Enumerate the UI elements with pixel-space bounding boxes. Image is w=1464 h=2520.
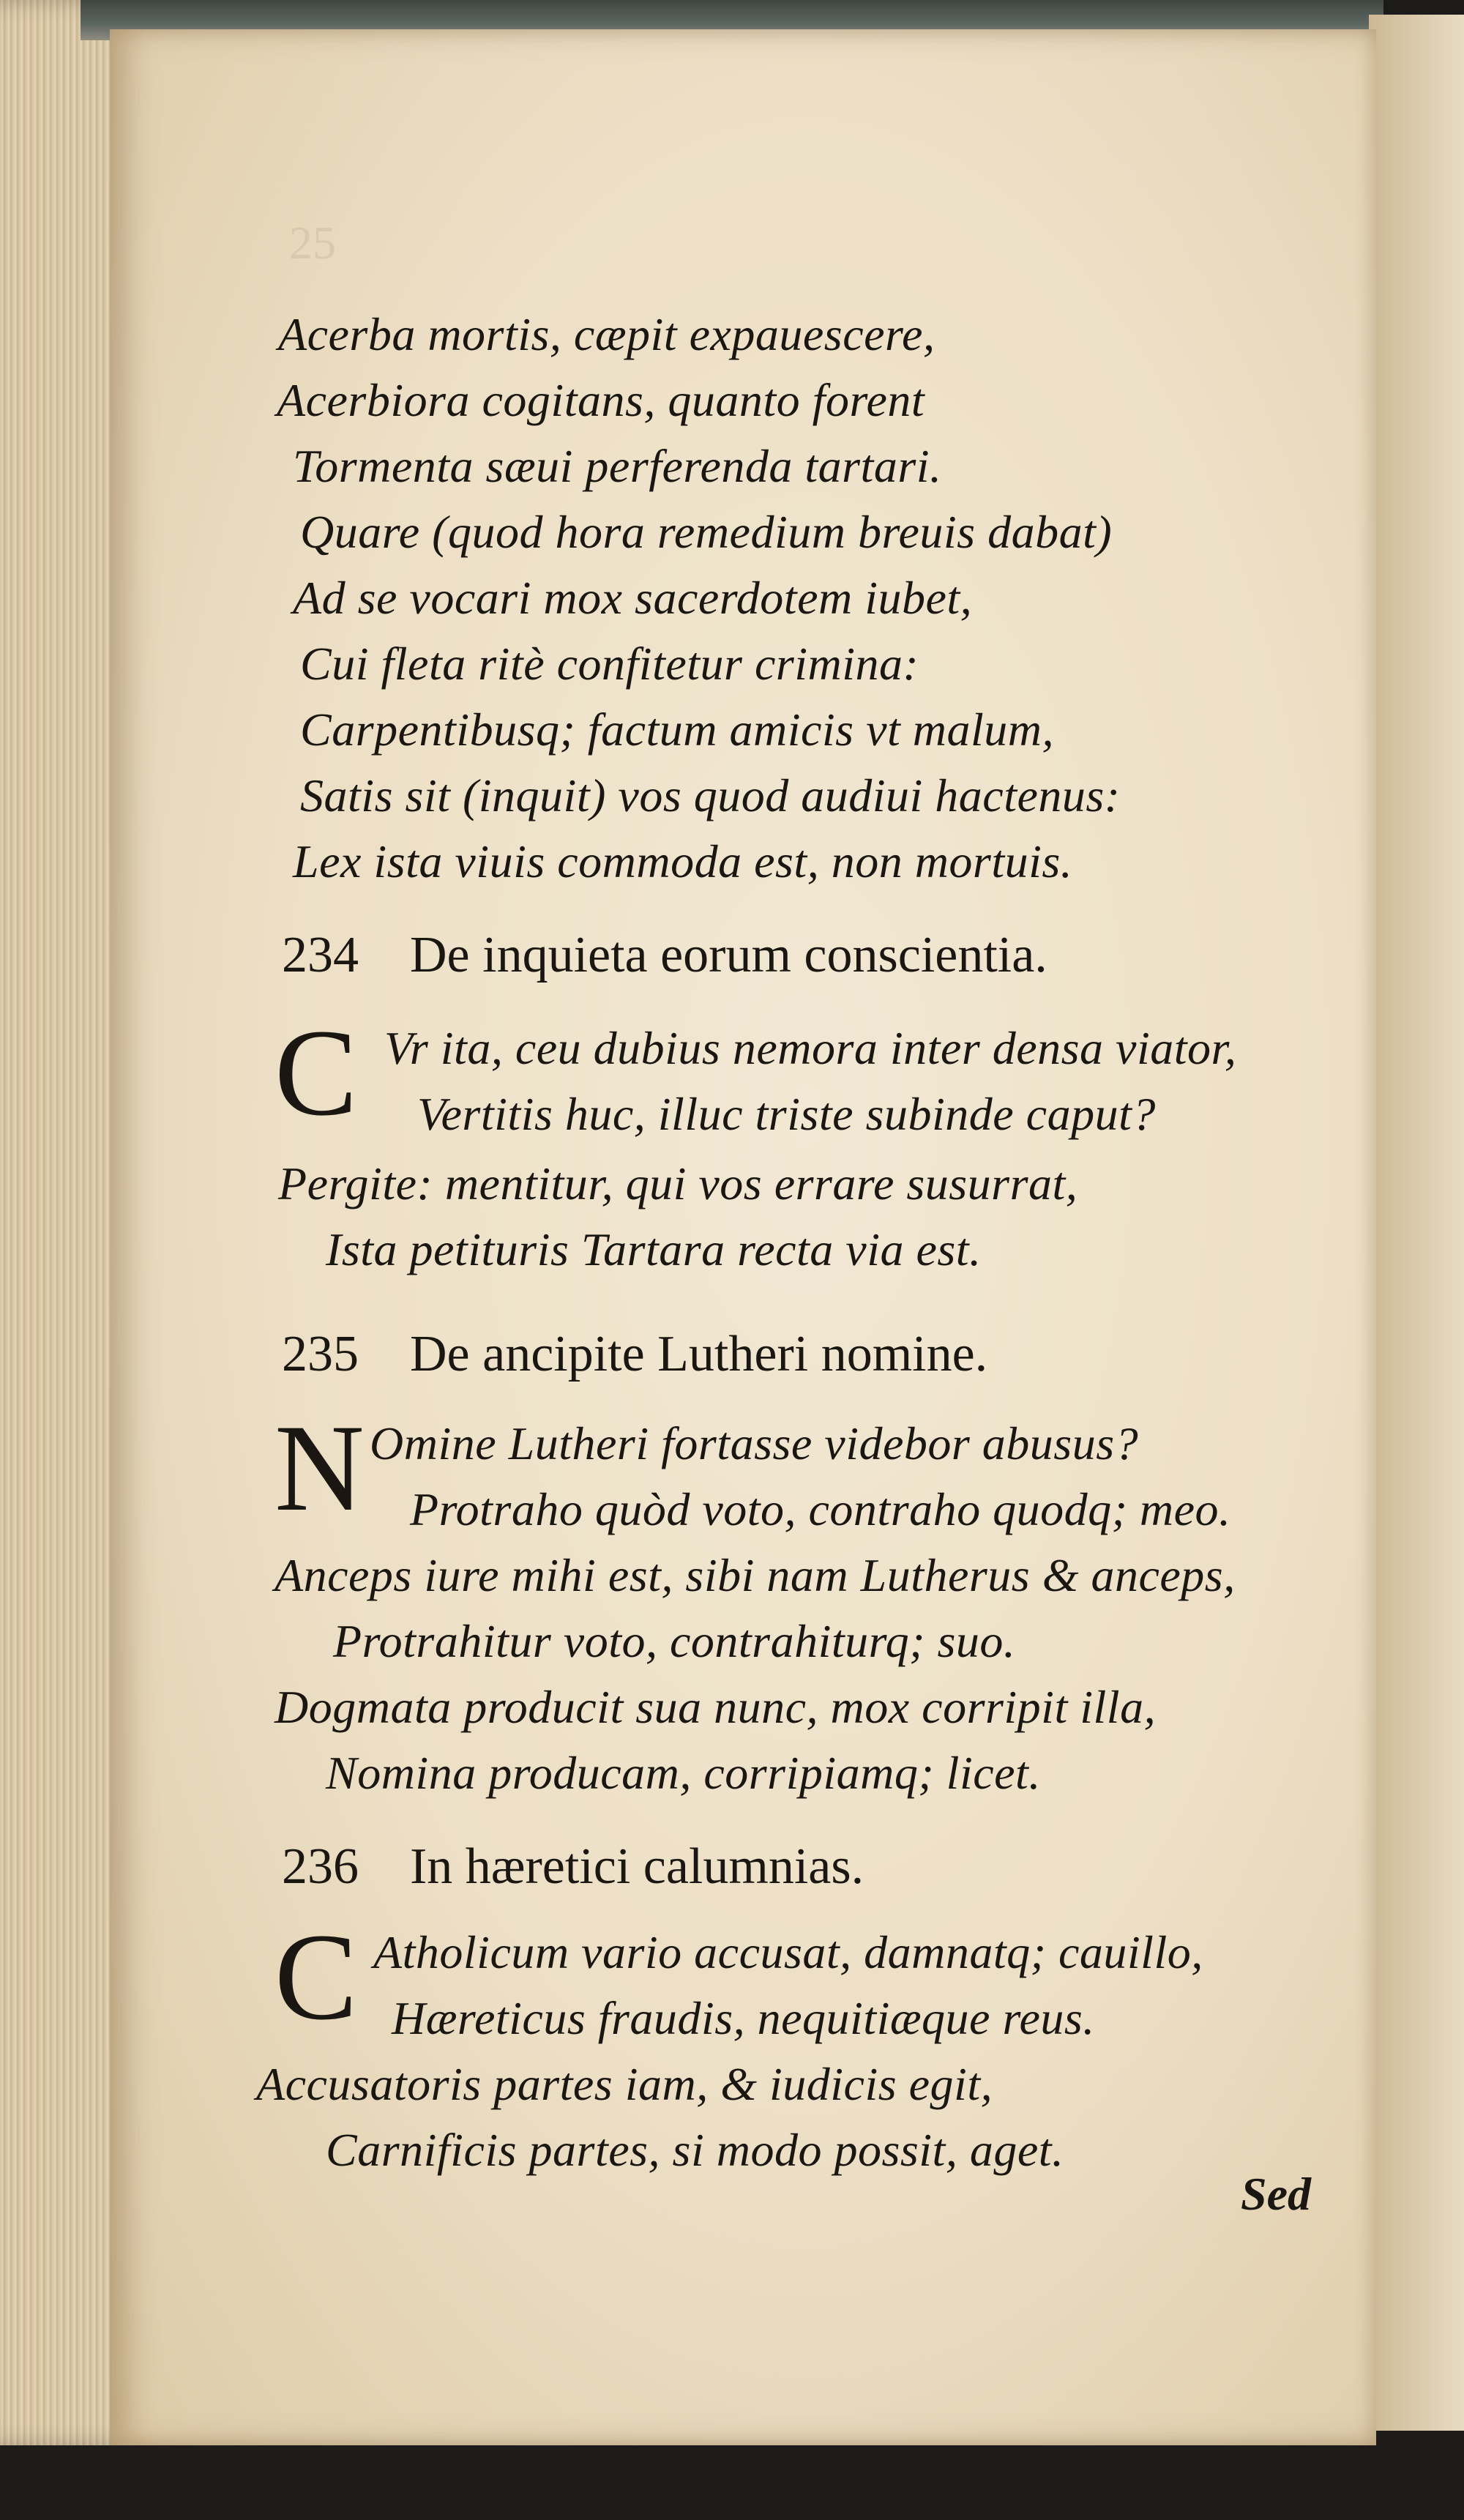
ghost-page-number: 25 xyxy=(289,217,336,269)
verse-line: Dogmata producit sua nunc, mox corripit illa, xyxy=(274,1681,1157,1733)
catchword: Sed xyxy=(1241,2168,1311,2220)
drop-initial: N xyxy=(274,1399,365,1537)
verse-line: Protraho quòd voto, contraho quodq; meo. xyxy=(410,1483,1231,1535)
verse-line: Accusatoris partes iam, & iudicis egit, xyxy=(256,2058,993,2110)
section-title: In hæretici calumnias. xyxy=(410,1838,864,1895)
drop-initial: C xyxy=(274,1908,358,2046)
verse-line: Acerba mortis, cæpit expauescere, xyxy=(278,308,935,360)
verse-line: Pergite: mentitur, qui vos errare susurrat, xyxy=(278,1158,1078,1209)
verse-line: Carpentibusq; factum amicis vt malum, xyxy=(300,704,1054,756)
verse-line: Carnificis partes, si modo possit, aget. xyxy=(326,2124,1064,2176)
section-title: De inquieta eorum conscientia. xyxy=(410,927,1047,983)
verse-line: Nomina producam, corripiamq; licet. xyxy=(326,1747,1041,1799)
verse-line: Satis sit (inquit) vos quod audiui hactenus: xyxy=(300,769,1121,821)
verse-line: Lex ista viuis commoda est, non mortuis. xyxy=(293,835,1073,887)
verse-line: Ista petituris Tartara recta via est. xyxy=(326,1223,982,1275)
facing-page-edge xyxy=(1369,15,1464,2431)
section-number: 236 xyxy=(282,1838,359,1895)
section-number: 234 xyxy=(282,927,359,983)
drop-initial: C xyxy=(274,1004,358,1141)
verse-line: Hæreticus fraudis, nequitiæque reus. xyxy=(392,1992,1095,2044)
section-heading-234 xyxy=(282,927,1047,983)
verse-line: Omine Lutheri fortasse videbor abusus? xyxy=(370,1417,1139,1469)
section-title: De ancipite Lutheri nomine. xyxy=(410,1326,988,1382)
verse-line: Acerbiora cogitans, quanto forent xyxy=(277,374,925,426)
verse-line: Protrahitur voto, contrahiturq; suo. xyxy=(333,1615,1016,1667)
verse-line: Ad se vocari mox sacerdotem iubet, xyxy=(293,572,973,624)
section-heading-236 xyxy=(282,1838,864,1895)
verse-line: Vertitis huc, illuc triste subinde caput? xyxy=(417,1088,1156,1140)
section-number: 235 xyxy=(282,1326,359,1382)
verse-line: Tormenta sæui perferenda tartari. xyxy=(293,440,942,492)
verse-line: Quare (quod hora remedium breuis dabat) xyxy=(300,506,1113,558)
section-heading-235 xyxy=(282,1326,988,1382)
verse-line: Atholicum vario accusat, damnatq; cauillo, xyxy=(373,1926,1203,1978)
verse-line: Anceps iure mihi est, sibi nam Lutherus & anceps, xyxy=(274,1549,1236,1601)
book-page xyxy=(110,29,1376,2445)
verse-line: Cui fleta ritè confitetur crimina: xyxy=(300,638,919,690)
verse-line: Vr ita, ceu dubius nemora inter densa viator, xyxy=(384,1022,1237,1074)
